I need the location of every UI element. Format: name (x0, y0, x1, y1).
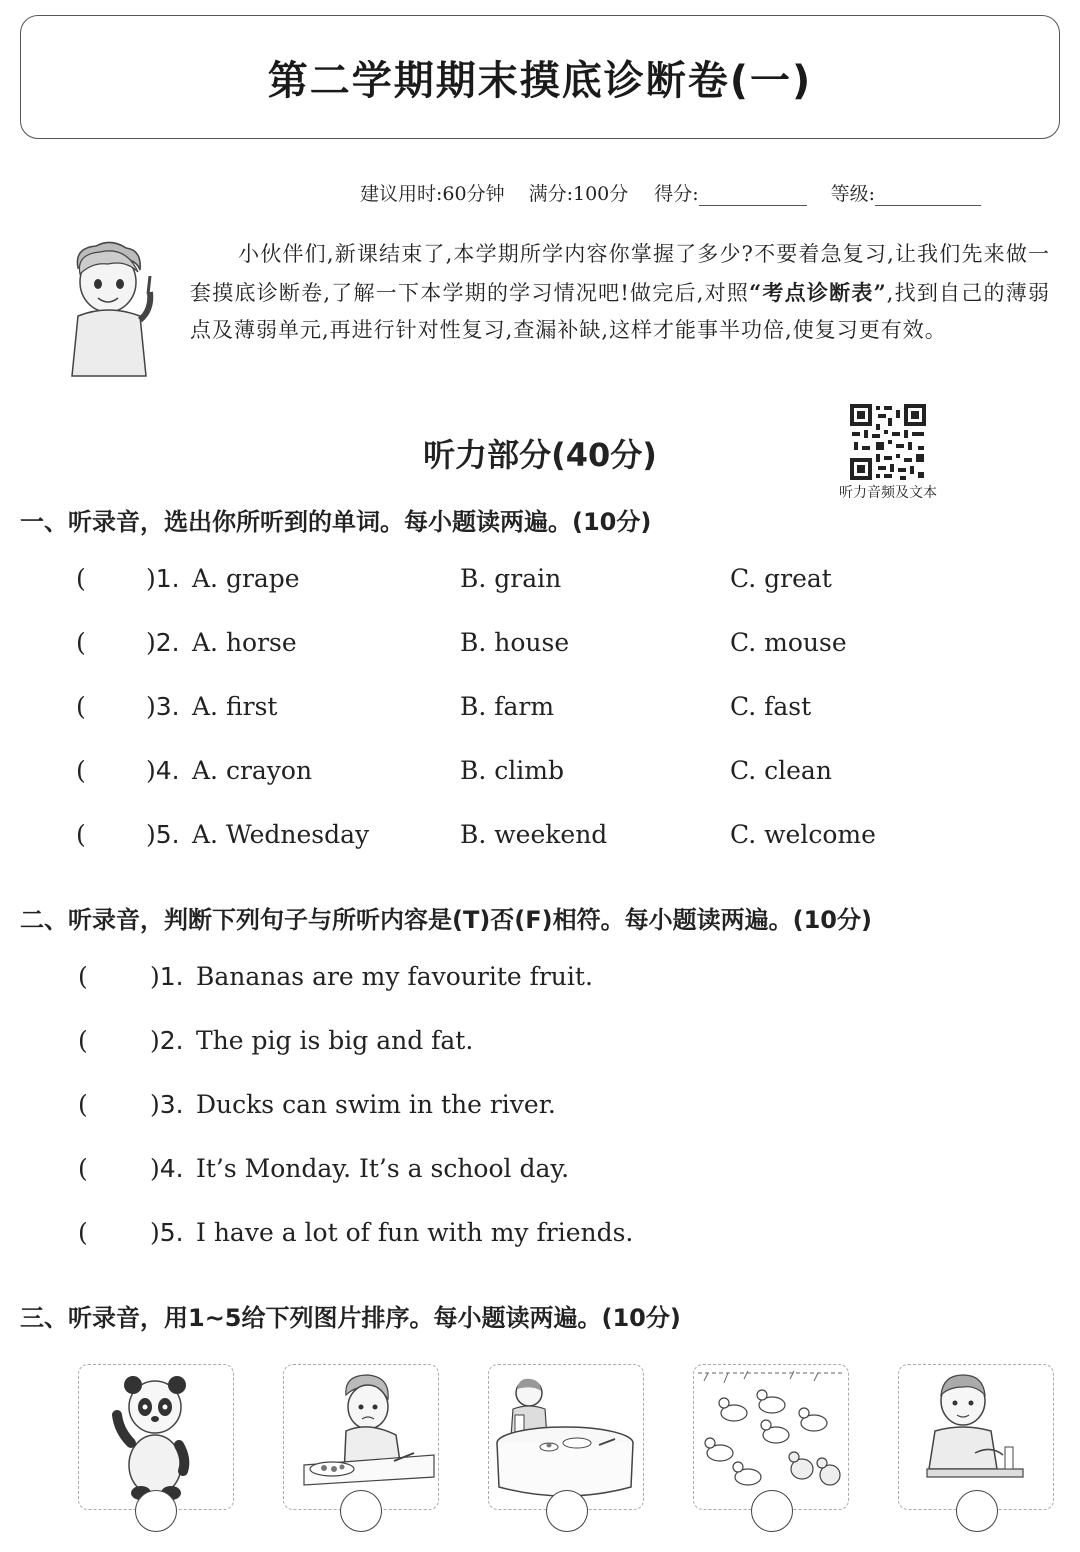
grade-label: 等级: (830, 183, 876, 205)
item-number: ) 2. (150, 1026, 184, 1055)
option-c: C. welcome (730, 820, 876, 849)
option-b: B. climb (460, 756, 564, 785)
page-title: 第二学期期末摸底诊断卷(一) (267, 57, 813, 104)
answer-paren[interactable]: ( (78, 1218, 88, 1247)
answer-paren[interactable]: ( (76, 564, 86, 593)
exam-meta (360, 172, 1060, 206)
item-number: ) 4. (150, 1154, 184, 1183)
statement-text: It’s Monday. It’s a school day. (196, 1154, 570, 1183)
panda-picture (78, 1364, 234, 1510)
part1-item (76, 564, 976, 604)
statement-text: The pig is big and fat. (196, 1026, 474, 1055)
part1-item (76, 692, 976, 732)
suggested-time: 建议用时:60分钟 (360, 183, 505, 205)
statement-text: I have a lot of fun with my friends. (196, 1218, 634, 1247)
option-b: B. farm (460, 692, 555, 721)
option-c: C. fast (730, 692, 812, 721)
item-number: ) 5. (150, 1218, 184, 1247)
listening-section-title: 听力部分(40分) (423, 436, 657, 474)
part3-heading: 三、听录音，用1~5给下列图片排序。每小题读两遍。(10分) (20, 1304, 681, 1332)
option-c: C. mouse (730, 628, 847, 657)
girl-eating-picture (283, 1364, 439, 1510)
option-b: B. house (460, 628, 570, 657)
part1-heading: 一、听录音，选出你所听到的单词。每小题读两遍。(10分) (20, 508, 652, 536)
answer-paren[interactable]: ( (78, 1154, 88, 1183)
option-c: C. clean (730, 756, 832, 785)
order-answer-circle[interactable] (135, 1490, 177, 1532)
intro-text-1: 小伙伴们,新课结束了,本学期所学内容你掌握了多少?不要着急复习,让我们先来做一套摸底诊断卷,了解一下本学期的学习情况吧!做完后,对照 (190, 242, 1050, 305)
item-number: ) 4. (146, 756, 180, 785)
option-a: A. grape (192, 564, 300, 593)
answer-paren[interactable]: ( (76, 628, 86, 657)
answer-paren[interactable]: ( (76, 820, 86, 849)
statement-text: Bananas are my favourite fruit. (196, 962, 593, 991)
item-number: ) 1. (150, 962, 184, 991)
option-a: A. horse (192, 628, 297, 657)
option-b: B. grain (460, 564, 562, 593)
item-number: ) 3. (146, 692, 180, 721)
intro-text-2: ,找到自己的薄弱点及薄弱单元,再进行针对性复习,查漏补缺,这样才能事半功倍,使复习更有效。 (190, 280, 1050, 342)
part2-item (78, 1218, 978, 1258)
part1-item (76, 820, 976, 860)
full-score: 满分:100分 (528, 183, 629, 205)
answer-paren[interactable]: ( (78, 962, 88, 991)
part2-item (78, 1090, 978, 1130)
boy-mascot-illustration (56, 240, 166, 378)
item-number: ) 1. (146, 564, 180, 593)
option-c: C. great (730, 564, 832, 593)
answer-paren[interactable]: ( (76, 756, 86, 785)
part2-item (78, 1154, 978, 1194)
part1-item (76, 756, 976, 796)
title-box (20, 15, 1060, 139)
qr-caption: 听力音频及文本 (839, 485, 937, 501)
order-answer-circle[interactable] (546, 1490, 588, 1532)
item-number: ) 2. (146, 628, 180, 657)
part2-item (78, 1026, 978, 1066)
statement-text: Ducks can swim in the river. (196, 1090, 556, 1119)
score-label: 得分: (654, 183, 699, 205)
answer-paren[interactable]: ( (78, 1026, 88, 1055)
answer-paren[interactable]: ( (78, 1090, 88, 1119)
option-a: A. Wednesday (192, 820, 370, 849)
part2-heading: 二、听录音，判断下列句子与所听内容是(T)否(F)相符。每小题读两遍。(10分) (20, 906, 872, 934)
boy-washing-picture (898, 1364, 1054, 1510)
answer-paren[interactable]: ( (76, 692, 86, 721)
option-a: A. first (192, 692, 278, 721)
part2-item (78, 962, 978, 1002)
order-answer-circle[interactable] (956, 1490, 998, 1532)
boy-at-table-picture (488, 1364, 644, 1510)
intro-paragraph (190, 236, 1050, 350)
item-number: ) 5. (146, 820, 180, 849)
ducks-and-hens-picture (693, 1364, 849, 1510)
order-answer-circle[interactable] (340, 1490, 382, 1532)
option-b: B. weekend (460, 820, 608, 849)
item-number: ) 3. (150, 1090, 184, 1119)
diagnosis-table-mention: “考点诊断表” (749, 279, 887, 305)
part1-item (76, 628, 976, 668)
grade-blank[interactable] (875, 179, 981, 206)
order-answer-circle[interactable] (751, 1490, 793, 1532)
option-a: A. crayon (192, 756, 313, 785)
score-blank[interactable] (699, 179, 807, 206)
